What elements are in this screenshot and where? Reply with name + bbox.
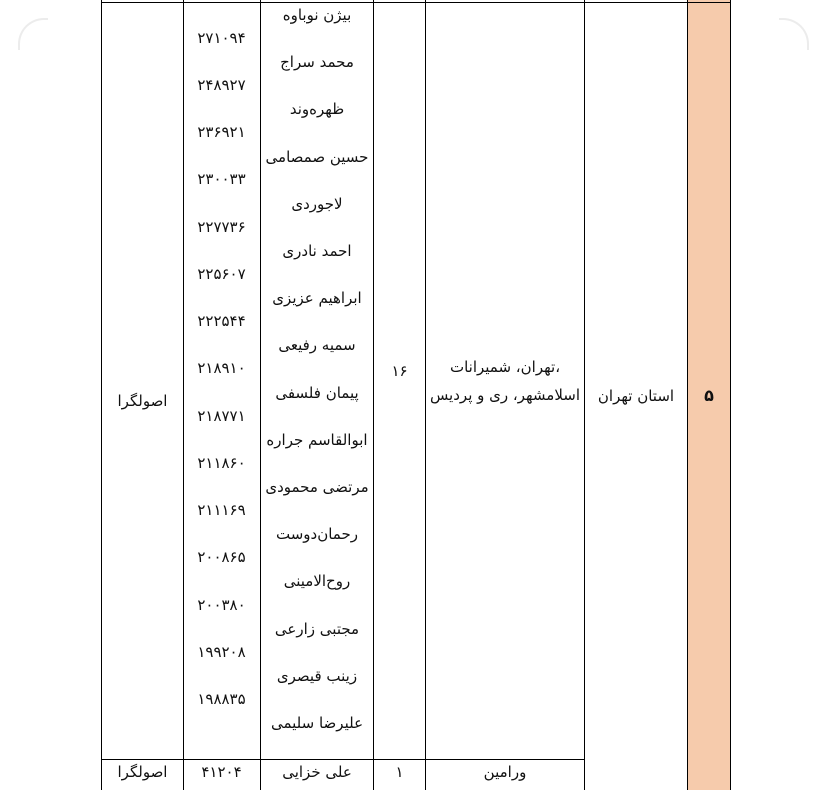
frame-corner-right xyxy=(779,18,809,50)
seats-cell: ۱۶ xyxy=(391,361,408,380)
province-cell: استان تهران xyxy=(597,387,675,405)
candidate-votes: ۲۱۸۷۷۱ xyxy=(197,407,246,425)
next-district: ورامین xyxy=(483,763,527,781)
candidate-votes: ۲۲۷۷۳۶ xyxy=(197,218,246,236)
candidate-name: روح‌الامینی xyxy=(283,572,351,590)
candidate-votes: ۲۲۲۵۴۴ xyxy=(197,312,246,330)
candidate-votes: ۲۳۶۹۲۱ xyxy=(197,123,246,141)
candidate-name: احمد نادری xyxy=(282,242,352,260)
row-rank: ۵ xyxy=(704,386,714,405)
candidate-name: علیرضا سلیمی xyxy=(270,714,364,732)
candidate-name: ابراهیم عزیزی xyxy=(272,289,362,307)
faction-cell: اصولگرا xyxy=(117,391,168,410)
candidate-name: مجتبی زارعی xyxy=(274,620,360,638)
candidate-name: ظهره‌وند xyxy=(289,100,345,118)
candidate-votes: ۲۴۸۹۲۷ xyxy=(197,76,246,94)
candidate-name: مرتضی محمودی xyxy=(265,478,369,496)
next-candidate-name: علی خزایی xyxy=(282,763,352,781)
candidate-votes: ۲۰۰۸۶۵ xyxy=(197,548,246,566)
candidate-name: سمیه رفیعی xyxy=(278,336,356,354)
candidate-name: رحمان‌دوست xyxy=(276,525,358,543)
candidate-votes: ۲۲۵۶۰۷ xyxy=(197,265,246,283)
district-cell xyxy=(426,2,584,759)
candidate-votes: ۲۳۰۰۳۳ xyxy=(197,170,246,188)
candidate-name: لاجوردی xyxy=(291,195,343,213)
district-line-1: تهران، شمیرانات، xyxy=(449,357,561,376)
next-seats: ۱ xyxy=(395,763,404,781)
candidate-name: ابوالقاسم جراره xyxy=(266,431,368,449)
candidate-votes: ۲۰۰۳۸۰ xyxy=(197,596,246,614)
candidate-name: پیمان فلسفی xyxy=(275,384,359,402)
candidate-name: بیژن نوباوه xyxy=(282,6,352,24)
candidate-votes: ۱۹۸۸۳۵ xyxy=(197,690,246,708)
candidate-name: زینب قیصری xyxy=(276,667,358,685)
grid-line xyxy=(183,0,184,790)
candidate-votes: ۱۹۹۲۰۸ xyxy=(197,643,246,661)
candidate-name: محمد سراج xyxy=(280,53,354,71)
district-line-2: اسلامشهر، ری و پردیس xyxy=(429,385,581,404)
candidate-votes: ۲۱۸۹۱۰ xyxy=(197,359,246,377)
candidate-votes: ۲۷۱۰۹۴ xyxy=(197,29,246,47)
next-faction: اصولگرا xyxy=(117,763,168,781)
next-candidate-votes: ۴۱۲۰۴ xyxy=(201,763,242,781)
candidate-votes: ۲۱۱۱۶۹ xyxy=(197,501,246,519)
grid-line xyxy=(730,0,731,790)
frame-corner-left xyxy=(18,18,48,50)
candidate-name: حسین صمصامی xyxy=(265,148,369,166)
candidate-votes: ۲۱۱۸۶۰ xyxy=(197,454,246,472)
